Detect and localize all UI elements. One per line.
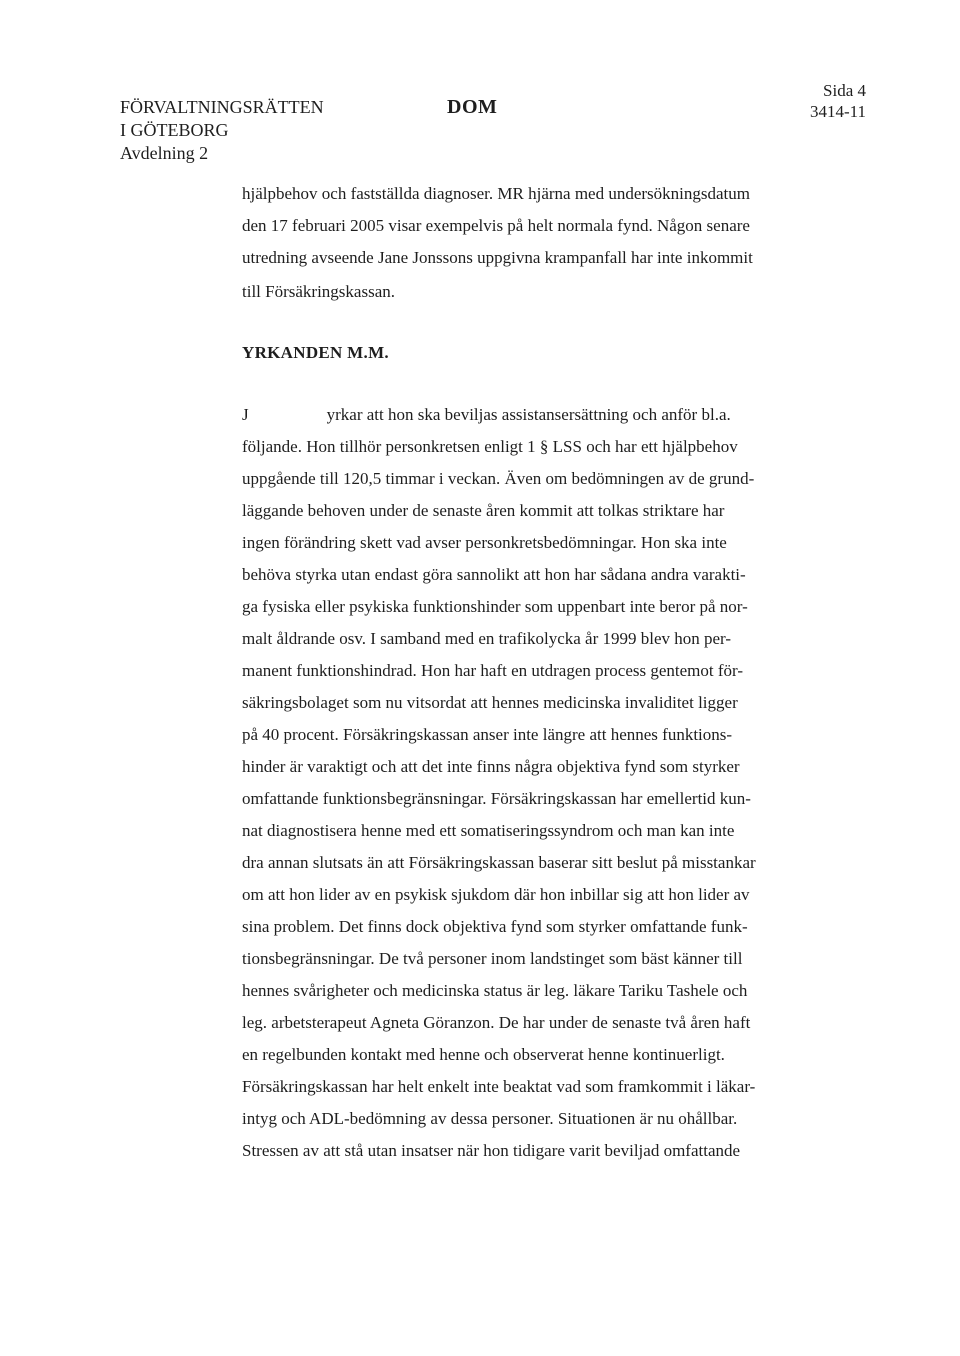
section-heading: YRKANDEN M.M.	[242, 343, 389, 362]
body-line: dra annan slutsats än att Försäkringskassan baserar sitt beslut på misstankar	[242, 853, 756, 872]
court-name: FÖRVALTNINGSRÄTTEN	[120, 97, 324, 117]
body-line: manent funktionshindrad. Hon har haft en utdragen process gentemot för-	[242, 661, 744, 680]
body-line: leg. arbetsterapeut Agneta Göranzon. De har under de senaste två åren haft	[242, 1013, 751, 1032]
body-line: omfattande funktionsbegränsningar. Försäkringskassan har emellertid kun-	[242, 789, 751, 808]
body-line: nat diagnostisera henne med ett somatiseringssyndrom och man kan inte	[242, 821, 735, 840]
body-line: uppgående till 120,5 timmar i veckan. Även om bedömningen av de grund-	[242, 469, 755, 488]
body-line: tionsbegränsningar. De två personer inom landstinget som bäst känner till	[242, 949, 743, 968]
body-line: på 40 procent. Försäkringskassan anser inte längre att hennes funktions-	[242, 725, 733, 744]
body-line: Stressen av att stå utan insatser när hon tidigare varit beviljad omfattande	[242, 1141, 741, 1160]
document-type: DOM	[447, 96, 498, 118]
case-number: 3414-11	[809, 102, 866, 121]
claim-first-line	[242, 404, 731, 426]
body-line: Försäkringskassan har helt enkelt inte beaktat vad som framkommit i läkar-	[242, 1077, 756, 1096]
court-division: Avdelning 2	[120, 143, 209, 163]
body-line: den 17 februari 2005 visar exempelvis på helt normala fynd. Någon senare	[242, 216, 750, 235]
body-line: en regelbunden kontakt med henne och observerat henne kontinuerligt.	[242, 1045, 725, 1064]
body-line: hinder är varaktigt och att det inte finns några objektiva fynd som styrker	[242, 757, 740, 776]
body-line: om att hon lider av en psykisk sjukdom där hon inbillar sig att hon lider av	[242, 885, 750, 904]
body-line: följande. Hon tillhör personkretsen enligt 1 § LSS och har ett hjälpbehov	[242, 437, 738, 456]
page-info	[810, 80, 866, 122]
claimant-initial: J	[242, 405, 249, 424]
page-number: Sida 4	[823, 81, 866, 100]
court-city: I GÖTEBORG	[120, 120, 229, 140]
claim-first-text: yrkar att hon ska beviljas assistansersättning och anför bl.a.	[326, 405, 731, 424]
body-line: intyg och ADL-bedömning av dessa personer. Situationen är nu ohållbar.	[242, 1109, 738, 1128]
body-line: utredning avseende Jane Jonssons uppgivna krampanfall har inte inkommit	[242, 248, 753, 267]
body-line: hjälpbehov och fastställda diagnoser. MR hjärna med undersökningsdatum	[242, 184, 751, 203]
body-line: läggande behoven under de senaste åren kommit att tolkas striktare har	[242, 501, 725, 520]
body-line: hennes svårigheter och medicinska status är leg. läkare Tariku Tashele och	[242, 981, 748, 1000]
body-line: sina problem. Det finns dock objektiva fynd som styrker omfattande funk-	[242, 917, 748, 936]
body-line: säkringsbolaget som nu vitsordat att hennes medicinska invaliditet ligger	[242, 693, 738, 712]
body-line: malt åldrande osv. I samband med en trafikolycka år 1999 blev hon per-	[242, 629, 732, 648]
body-line: ga fysiska eller psykiska funktionshinder som uppenbart inte beror på nor-	[242, 597, 748, 616]
body-line: behöva styrka utan endast göra sannolikt att hon har sådana andra varakti-	[242, 565, 746, 584]
court-header	[120, 96, 324, 165]
body-line: ingen förändring skett vad avser personkretsbedömningar. Hon ska inte	[242, 533, 727, 552]
body-line: till Försäkringskassan.	[242, 282, 395, 301]
